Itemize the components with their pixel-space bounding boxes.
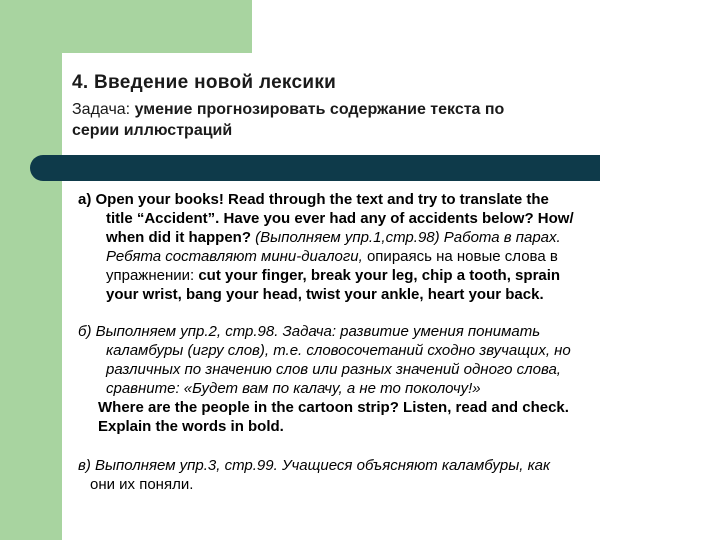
para-a-line-4 bbox=[78, 247, 698, 266]
task-subheading bbox=[72, 99, 652, 141]
para-b-line-2: каламбуры (игру слов), т.е. словосочетаний сходно звучащих, но bbox=[106, 342, 571, 359]
para-b-line-4: сравните: «Будет вам по калачу, а не то поколочу!» bbox=[106, 380, 481, 397]
para-a-line-4-italic: Ребята составляют мини-диалоги, bbox=[106, 248, 367, 265]
para-b-line-1: б) Выполняем упр.2, стр.98. Задача: развитие умения понимать bbox=[78, 323, 541, 340]
task-text-1: умение прогнозировать содержание текста по bbox=[134, 101, 505, 118]
task-line-2: серии иллюстраций bbox=[72, 122, 233, 139]
task-line-1 bbox=[72, 99, 652, 120]
para-b-line-6: Explain the words in bold. bbox=[98, 418, 284, 435]
left-decorative-strip bbox=[0, 0, 62, 540]
para-a-line-4-plain: опираясь на новые слова в bbox=[366, 248, 558, 265]
paragraph-c bbox=[78, 456, 698, 494]
para-c-line-1: в) Выполняем упр.3, стр.99. Учащиеся объясняют каламбуры, как bbox=[78, 457, 551, 474]
para-a-line-5-plain: упражнении: bbox=[106, 267, 199, 284]
divider-bar bbox=[30, 155, 600, 181]
para-a-line-6: your wrist, bang your head, twist your ankle, heart your back. bbox=[106, 286, 544, 303]
para-a-line-1: а) Open your books! Read through the text and try to translate the bbox=[78, 191, 549, 208]
para-a-line-3-italic: (Выполняем упр.1,стр.98) Работа в парах. bbox=[255, 229, 561, 246]
para-a-line-3-bold: when did it happen? bbox=[106, 229, 256, 246]
paragraph-a bbox=[78, 190, 698, 304]
para-b-line-3: различных по значению слов или разных значений одного слова, bbox=[106, 361, 561, 378]
para-a-line-2: title “Accident”. Have you ever had any of accidents below? How/ bbox=[106, 210, 574, 227]
para-a-line-5 bbox=[78, 266, 698, 285]
para-b-line-5: Where are the people in the cartoon strip? Listen, read and check. bbox=[98, 399, 569, 416]
para-c-line-2: они их поняли. bbox=[90, 476, 194, 493]
para-a-line-3 bbox=[78, 228, 698, 247]
paragraph-b bbox=[78, 322, 698, 436]
slide-heading: 4. Введение новой лексики bbox=[72, 72, 337, 93]
para-a-line-5-bold: cut your finger, break your leg, chip a tooth, sprain bbox=[198, 267, 561, 284]
task-label: Задача: bbox=[72, 101, 135, 118]
